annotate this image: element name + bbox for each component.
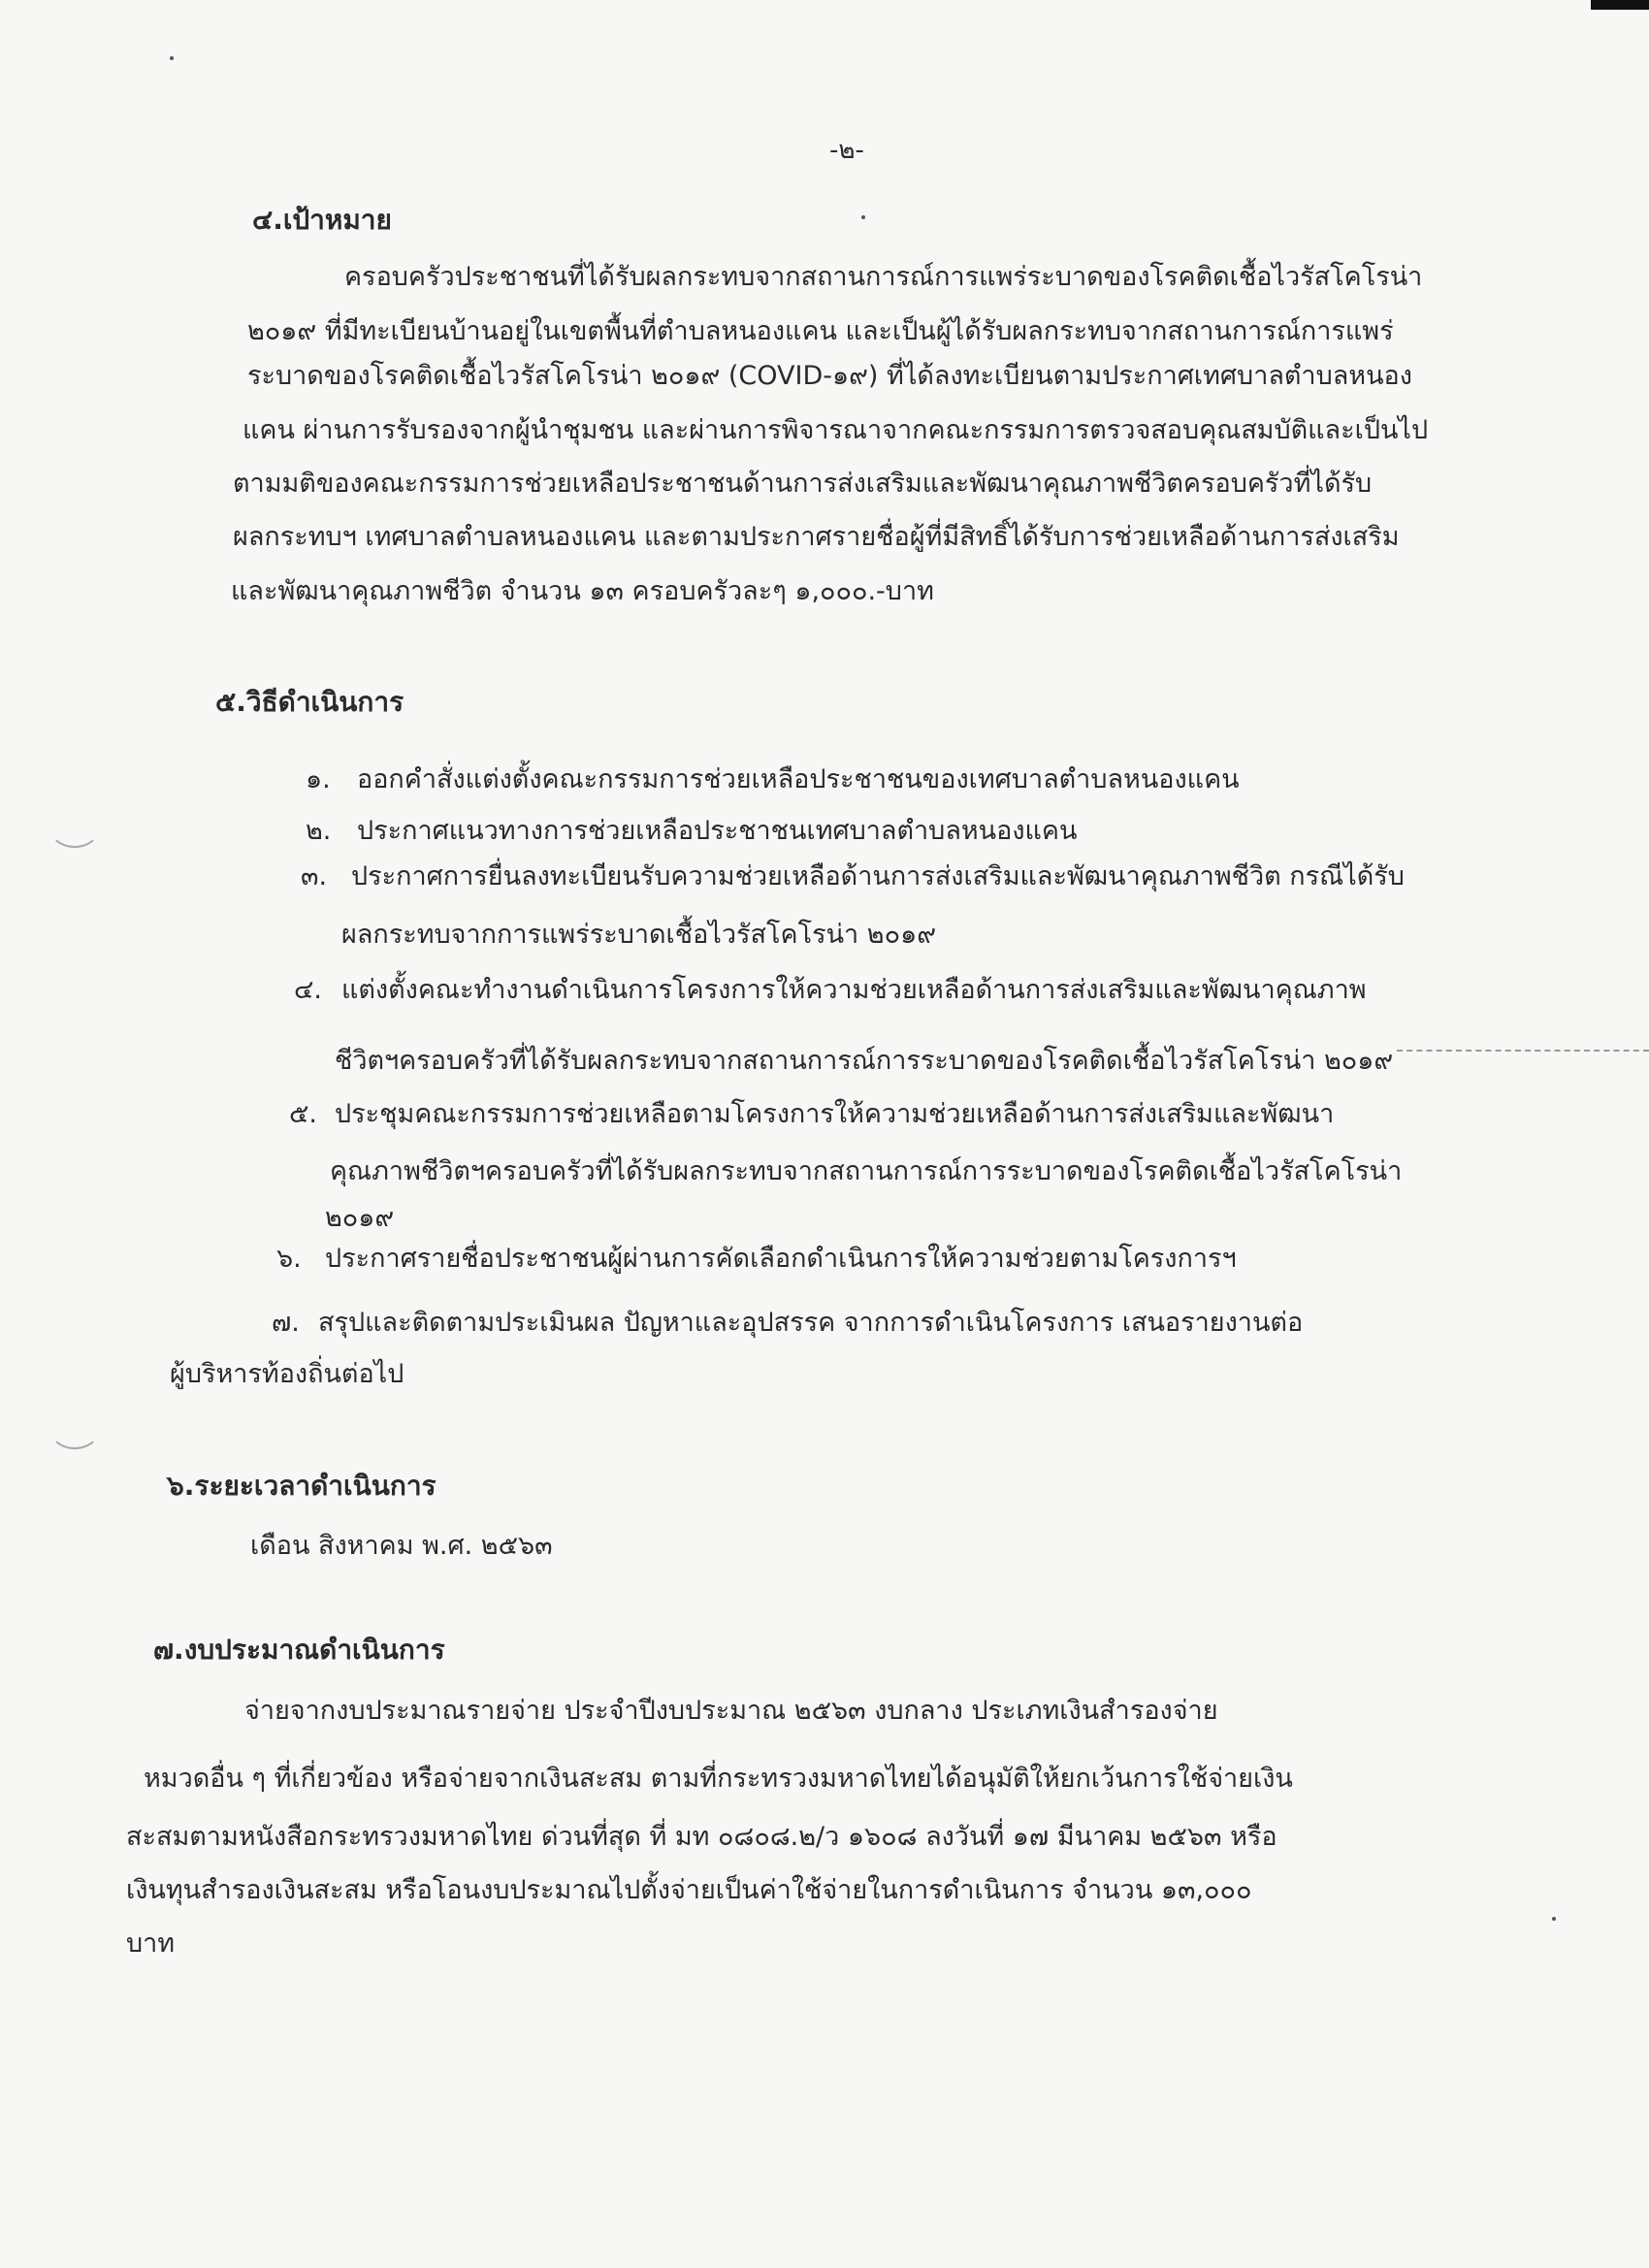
step-text: ชีวิตฯครอบครัวที่ได้รับผลกระทบจากสถานการณ์การระบาดของโรคติดเชื้อไวรัสโคโรน่า ๒๐๑๙ bbox=[335, 1046, 1394, 1076]
step-number: ๓. bbox=[301, 861, 328, 891]
scan-speck bbox=[1552, 1917, 1556, 1921]
section-7-line: เงินทุนสำรองเงินสะสม หรือโอนงบประมาณไปตั้งจ่ายเป็นค่าใช้จ่ายในการดำเนินการ จำนวน ๑๓,๐๐๐ bbox=[126, 1875, 1252, 1905]
section-7-line: จ่ายจากงบประมาณรายจ่าย ประจำปีงบประมาณ ๒๕๖๓ งบกลาง ประเภทเงินสำรองจ่าย bbox=[244, 1696, 1218, 1726]
section-6-body: เดือน สิงหาคม พ.ศ. ๒๕๖๓ bbox=[250, 1531, 553, 1561]
section-5-heading: ๕.วิธีดำเนินการ bbox=[215, 686, 404, 718]
section-7-line: บาท bbox=[126, 1928, 176, 1959]
scan-speck bbox=[170, 56, 174, 60]
section-4-line: และพัฒนาคุณภาพชีวิต จำนวน ๑๓ ครอบครัวละๆ ๑,๐๐๐.-บาท bbox=[231, 576, 934, 606]
step-number: ๔. bbox=[294, 975, 323, 1005]
section-7-line: หมวดอื่น ๆ ที่เกี่ยวข้อง หรือจ่ายจากเงินสะสม ตามที่กระทรวงมหาดไทยได้อนุมัติให้ยกเว้นการใช้จ่ายเงิน bbox=[144, 1764, 1293, 1794]
step-text: ๒๐๑๙ bbox=[325, 1203, 395, 1233]
scan-arc-artifact bbox=[48, 805, 101, 848]
step-number: ๑. bbox=[306, 764, 331, 794]
page-number: -๒- bbox=[829, 136, 864, 165]
section-4-line: แคน ผ่านการรับรองจากผู้นำชุมชน และผ่านการพิจารณาจากคณะกรรมการตรวจสอบคุณสมบัติและเป็นไป bbox=[242, 415, 1429, 445]
step-text: ประกาศรายชื่อประชาชนผู้ผ่านการคัดเลือกดำเนินการให้ความช่วยตามโครงการฯ bbox=[325, 1244, 1237, 1274]
step-text-continued: ผู้บริหารท้องถิ่นต่อไป bbox=[170, 1359, 404, 1389]
step-text: สรุปและติดตามประเมินผล ปัญหาและอุปสรรค จากการดำเนินโครงการ เสนอรายงานต่อ bbox=[318, 1308, 1304, 1338]
step-text: แต่งตั้งคณะทำงานดำเนินการโครงการให้ความช่วยเหลือด้านการส่งเสริมและพัฒนาคุณภาพ bbox=[341, 975, 1367, 1005]
step-text: ผลกระทบจากการแพร่ระบาดเชื้อไวรัสโคโรน่า ๒๐๑๙ bbox=[341, 920, 936, 950]
step-number: ๖. bbox=[276, 1244, 302, 1274]
step-text: ประชุมคณะกรรมการช่วยเหลือตามโครงการให้ความช่วยเหลือด้านการส่งเสริมและพัฒนา bbox=[335, 1099, 1335, 1129]
step-number: ๒. bbox=[306, 816, 332, 846]
section-4-line: ระบาดของโรคติดเชื้อไวรัสโคโรน่า ๒๐๑๙ (COVID-๑๙) ที่ได้ลงทะเบียนตามประกาศเทศบาลตำบลหนอง bbox=[247, 361, 1412, 391]
section-7-heading: ๗.งบประมาณดำเนินการ bbox=[153, 1634, 445, 1666]
section-4-line: ผลกระทบฯ เทศบาลตำบลหนองแคน และตามประกาศรายชื่อผู้ที่มีสิทธิ์ได้รับการช่วยเหลือด้านการส่งเสริม bbox=[233, 522, 1400, 552]
step-number: ๗. bbox=[272, 1308, 300, 1338]
section-4-line: ครอบครัวประชาชนที่ได้รับผลกระทบจากสถานการณ์การแพร่ระบาดของโรคติดเชื้อไวรัสโคโรน่า bbox=[344, 262, 1423, 292]
step-text: คุณภาพชีวิตฯครอบครัวที่ได้รับผลกระทบจากสถานการณ์การระบาดของโรคติดเชื้อไวรัสโคโรน่า bbox=[330, 1156, 1403, 1186]
section-7-line: สะสมตามหนังสือกระทรวงมหาดไทย ด่วนที่สุด ที่ มท ๐๘๐๘.๒/ว ๑๖๐๘ ลงวันที่ ๑๗ มีนาคม ๒๕๖๓ หรือ bbox=[126, 1822, 1277, 1852]
step-text: ประกาศแนวทางการช่วยเหลือประชาชนเทศบาลตำบลหนองแคน bbox=[357, 816, 1078, 846]
section-6-heading: ๖.ระยะเวลาดำเนินการ bbox=[167, 1470, 436, 1502]
scan-arc-artifact bbox=[48, 1407, 101, 1449]
scan-speck bbox=[861, 215, 865, 219]
scan-dashed-artifact bbox=[1397, 1050, 1649, 1052]
step-number: ๕. bbox=[289, 1099, 318, 1129]
section-4-line: ๒๐๑๙ ที่มีทะเบียนบ้านอยู่ในเขตพื้นที่ตำบลหนองแคน และเป็นผู้ได้รับผลกระทบจากสถานการณ์การแพร่ bbox=[247, 316, 1394, 346]
step-text: ประกาศการยื่นลงทะเบียนรับความช่วยเหลือด้านการส่งเสริมและพัฒนาคุณภาพชีวิต กรณีได้รับ bbox=[351, 861, 1405, 891]
section-4-heading: ๔.เป้าหมาย bbox=[252, 204, 392, 236]
section-4-line: ตามมติของคณะกรรมการช่วยเหลือประชาชนด้านการส่งเสริมและพัฒนาคุณภาพชีวิตครอบครัวที่ได้รับ bbox=[233, 469, 1373, 499]
step-text: ออกคำสั่งแต่งตั้งคณะกรรมการช่วยเหลือประชาชนของเทศบาลตำบลหนองแคน bbox=[357, 764, 1240, 794]
scan-corner-mark bbox=[1591, 0, 1649, 10]
